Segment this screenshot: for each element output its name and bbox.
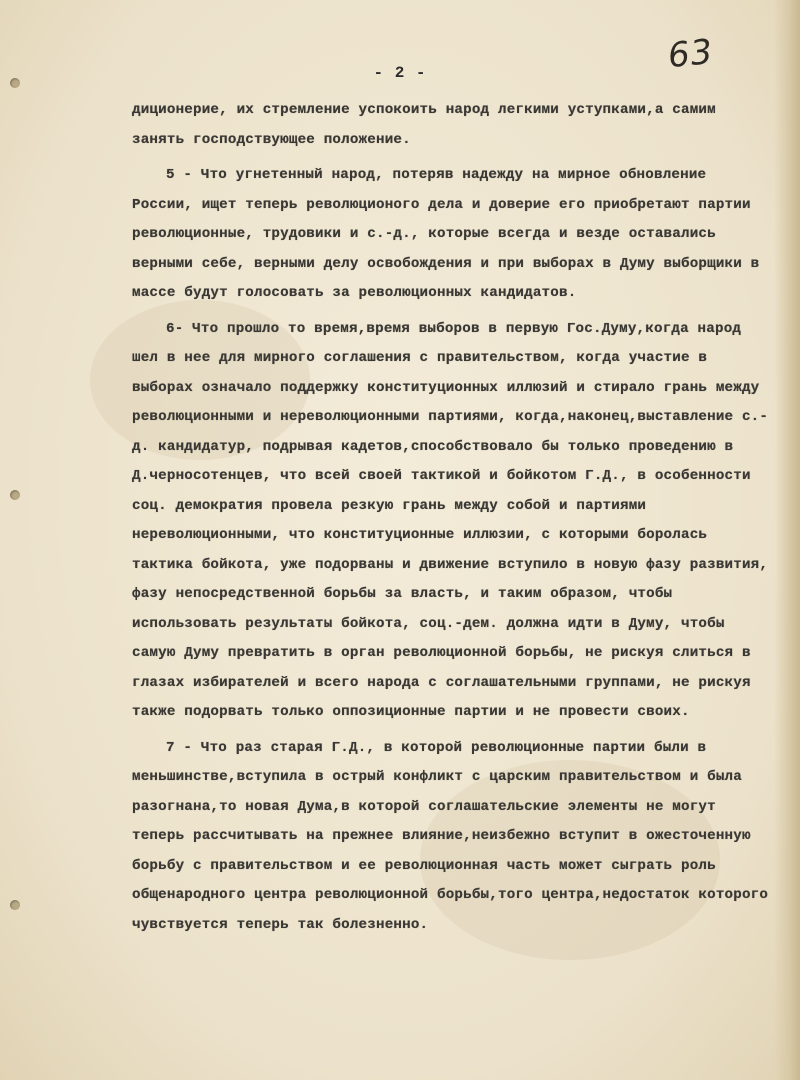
- punch-hole: [10, 490, 20, 500]
- paragraph-point-7: 7 - Что раз старая Г.Д., в которой революционные партии были в меньшинстве,вступила в острый конфликт с царским правительством и была разогнана,то новая Дума,в которой соглашательские элементы не могут теперь рассчитывать на прежнее влияние,неизбежно вступит в ожесточенную борьбу с правительством и ее революционная часть может сыграть роль общенародного центра революционной борьбы,того центра,недостаток которого чувствуется теперь так болезненно.: [132, 739, 769, 933]
- page-number: - 2 -: [373, 64, 427, 82]
- paragraph-point-5: 5 - Что угнетенный народ, потеряв надежду на мирное обновление России, ищет теперь революционого дела и доверие его приобретают партии революционные, трудовики и с.-д., которые всегда и везде оставались верными себе, верными делу освобождения и при выборах в Думу выборщики в массе будут голосовать за революционных кандидатов.: [132, 167, 760, 301]
- handwritten-folio-number: 63: [666, 31, 716, 77]
- paragraph-point-6: 6- Что прошло то время,время выборов в первую Гос.Думу,когда народ шел в нее для мирного соглашения с правительством, когда участие в выборах означало поддержку конституционных иллюзий и стирало грань между революционными и нереволюционными партиями, когда,наконец,выставление с.-д. кандидатур, подрывая кадетов,способствовало бы только проведению в Д.черносотенцев, что всей своей тактикой и бойкотом Г.Д., в особенности соц. демократия провела резкую грань между собой и партиями нереволюционными, что конституционные иллюзии, с которыми боролась тактика бойкота, уже подорваны и движение вступило в новую фазу развития, фазу непосредственной борьбы за власть, и таким образом, чтобы использовать результаты бойкота, соц.-дем. должна идти в Думу, чтобы самую Думу превратить в орган революционной борьбы, не рискуя слиться в глазах избирателей и всего народа с соглашательными группами, не рискуя также подорвать только оппозиционные партии и не провести своих.: [132, 320, 769, 720]
- paper-edge-shadow: [774, 0, 800, 1080]
- punch-hole: [10, 900, 20, 910]
- punch-holes: [10, 0, 30, 1080]
- paragraph-continuation: диционерие, их стремление успокоить народ легкими уступками,а самим занять господствующее положение.: [132, 102, 716, 148]
- typed-text-body: [132, 96, 772, 940]
